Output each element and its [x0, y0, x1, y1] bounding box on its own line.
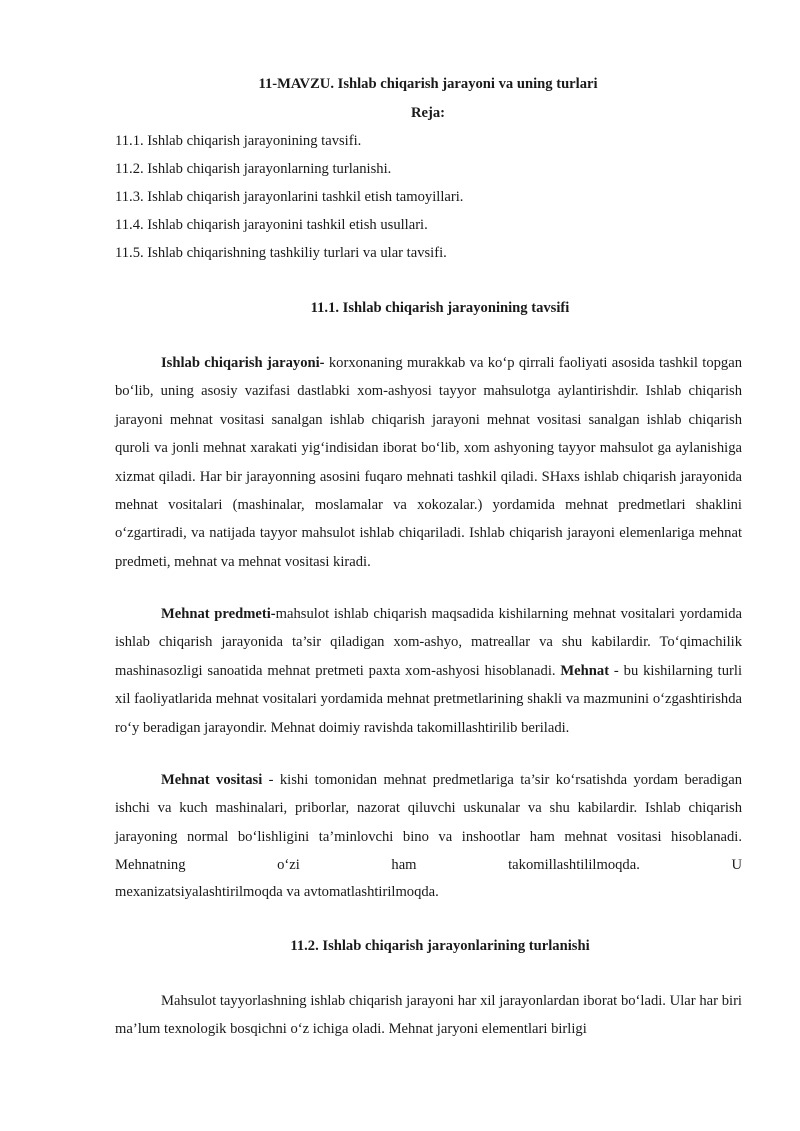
paragraph [115, 987, 742, 1044]
term: Mehnat vositasi [161, 772, 263, 788]
paragraph-text: Mahsulot tayyorlashning ishlab chiqarish jarayoni har xil jarayonlardan iborat bo‘ladi. Ular har biri ma’lum texnologik bosqichni o‘z ichiga oladi. Mehnat jaryoni elementlari birligi [115, 993, 742, 1038]
paragraph [115, 349, 742, 576]
plan-label: Reja: [410, 105, 446, 121]
plan-item: 11.2. Ishlab chiqarish jarayonlarning turlanishi. [115, 161, 392, 177]
section-heading: 11.1. Ishlab chiqarish jarayonining tavsifi [310, 300, 570, 316]
paragraph-text: - kishi tomonidan mehnat predmetlariga ta’sir ko‘rsatishda yordam beradigan ishchi va kuch mashinalari, priborlar, nazorat qiluvchi uskunalar va shu kabilardir. Ishlab chiqarish jarayoning normal bo‘lishligini ta’minlovchi bino va inshootlar ham mehnat vositasi hisoblanadi. Mehnatning o‘zi ham takomillashtililmoqda. U [115, 772, 742, 874]
term: Mehnat [560, 662, 610, 679]
paragraph [115, 766, 742, 880]
section-heading: 11.2. Ishlab chiqarish jarayonlarining turlanishi [290, 938, 590, 954]
paragraph-tail: mexanizatsiyalashtirilmoqda va avtomatlashtirilmoqda. [115, 884, 439, 900]
plan-item: 11.1. Ishlab chiqarish jarayonining tavsifi. [115, 133, 362, 149]
plan-item: 11.5. Ishlab chiqarishning tashkiliy turlari va ular tavsifi. [115, 245, 447, 261]
plan-item: 11.3. Ishlab chiqarish jarayonlarini tashkil etish tamoyillari. [115, 189, 464, 205]
paragraph [115, 600, 742, 742]
term: Ishlab chiqarish jarayoni- [161, 355, 325, 371]
paragraph-text: korxonaning murakkab va ko‘p qirrali faoliyati asosida tashkil topgan bo‘lib, uning asosiy vazifasi dastlabki xom-ashyosi tayyor mahsulotga aylantirishdir. Ishlab chiqarish jarayoni mehnat vositasi sanalgan ishlab chiqarish jarayoni mehnat vositasi sanalgan ishlab chiqarish quroli va jonli mehnat xarakati yig‘indisidan iborat bo‘lib, xom ashyoning tayyor mahsulot ga aylanishiga xizmat qiladi. Har bir jarayonning asosini fuqaro mehnati tashkil qiladi. SHaxs ishlab chiqarish jarayonida mehnat vositalari (mashinalar, moslamalar va xokozalar.) yordamida mehnat predmetlari shaklini o‘zgartiradi, va natijada tayyor mahsulot ishlab chiqariladi. Ishlab chiqarish jarayoni elemenlariga mehnat predmeti, mehnat va mehnat vositasi kiradi. [115, 355, 742, 570]
paragraph-text: - bu kishilarning turli xil faoliyatlarida mehnat vositalari yordamida mehnat pretmetlarining shakli va mazmunini o‘zgashtirishda ro‘y beradigan jarayondir. Mehnat doimiy ravishda takomillashtirilib beriladi. [115, 662, 743, 736]
term: Mehnat predmeti- [161, 606, 276, 622]
plan-item: 11.4. Ishlab chiqarish jarayonini tashkil etish usullari. [115, 217, 428, 233]
paragraph-text: mahsulot ishlab chiqarish maqsadida kishilarning mehnat vositalari yordamida ishlab chiqarish jarayonida ta’sir qiladigan xom-ashyo, matreallar va shu kabilardir. To‘qimachilik mashinasozligi sanoatida mehnat pretmeti paxta xom-ashyosi hisoblanadi. [115, 606, 743, 679]
document-title: 11-MAVZU. Ishlab chiqarish jarayoni va uning turlari [258, 76, 598, 92]
